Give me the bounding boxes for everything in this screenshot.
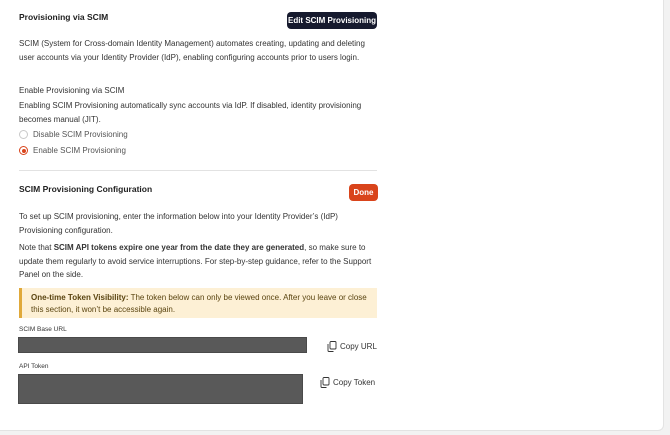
base-url-label: SCIM Base URL xyxy=(19,326,67,333)
copy-icon xyxy=(320,377,330,388)
radio-button-checked[interactable] xyxy=(19,146,28,155)
copy-token-button[interactable] xyxy=(320,377,375,388)
section-divider xyxy=(19,170,377,171)
copy-url-button[interactable] xyxy=(327,341,377,352)
scim-section-title: Provisioning via SCIM xyxy=(19,12,109,22)
config-intro: To set up SCIM provisioning, enter the information below into your Identity Provider’s (IdP) Provisioning configuration. xyxy=(19,212,338,235)
radio-enable-scim[interactable] xyxy=(19,146,126,155)
note-emphasis: SCIM API tokens expire one year from the date they are generated xyxy=(53,243,305,252)
api-token-label: API Token xyxy=(19,363,49,370)
enable-description: Enabling SCIM Provisioning automatically sync accounts via IdP. If disabled, identity provisioning becomes manual (JIT). xyxy=(19,101,362,124)
config-section-title: SCIM Provisioning Configuration xyxy=(19,184,153,194)
radio-button[interactable] xyxy=(19,130,28,139)
warning-title: One-time Token Visibility: xyxy=(31,293,129,302)
radio-disable-scim[interactable] xyxy=(19,130,128,139)
done-button[interactable]: Done xyxy=(349,184,378,201)
radio-label: Enable SCIM Provisioning xyxy=(33,146,126,155)
note-suffix: , so make sure to update them regularly to avoid service interruptions. For step-by-step guidance, refer to the Support Panel on the side. xyxy=(19,243,372,279)
radio-label: Disable SCIM Provisioning xyxy=(33,130,128,139)
scim-description: SCIM (System for Cross-domain Identity Management) automates creating, updating and deleting user accounts via your Identity Provider (IdP), enabling configuring accounts prior to users login. xyxy=(19,39,365,62)
warning-text: The token below can only be viewed once. After you leave or close this section, it won’t be accessible again. xyxy=(31,293,367,314)
api-token-field[interactable] xyxy=(18,374,303,404)
copy-token-label: Copy Token xyxy=(333,378,376,387)
copy-icon xyxy=(327,341,337,352)
config-note xyxy=(19,241,377,282)
enable-heading: Enable Provisioning via SCIM xyxy=(19,86,125,95)
copy-url-label: Copy URL xyxy=(340,342,377,351)
edit-scim-button[interactable]: Edit SCIM Provisioning xyxy=(287,12,377,29)
scim-base-url-field[interactable] xyxy=(18,337,307,353)
note-prefix: Note that xyxy=(19,243,54,252)
token-warning-banner xyxy=(19,288,377,318)
